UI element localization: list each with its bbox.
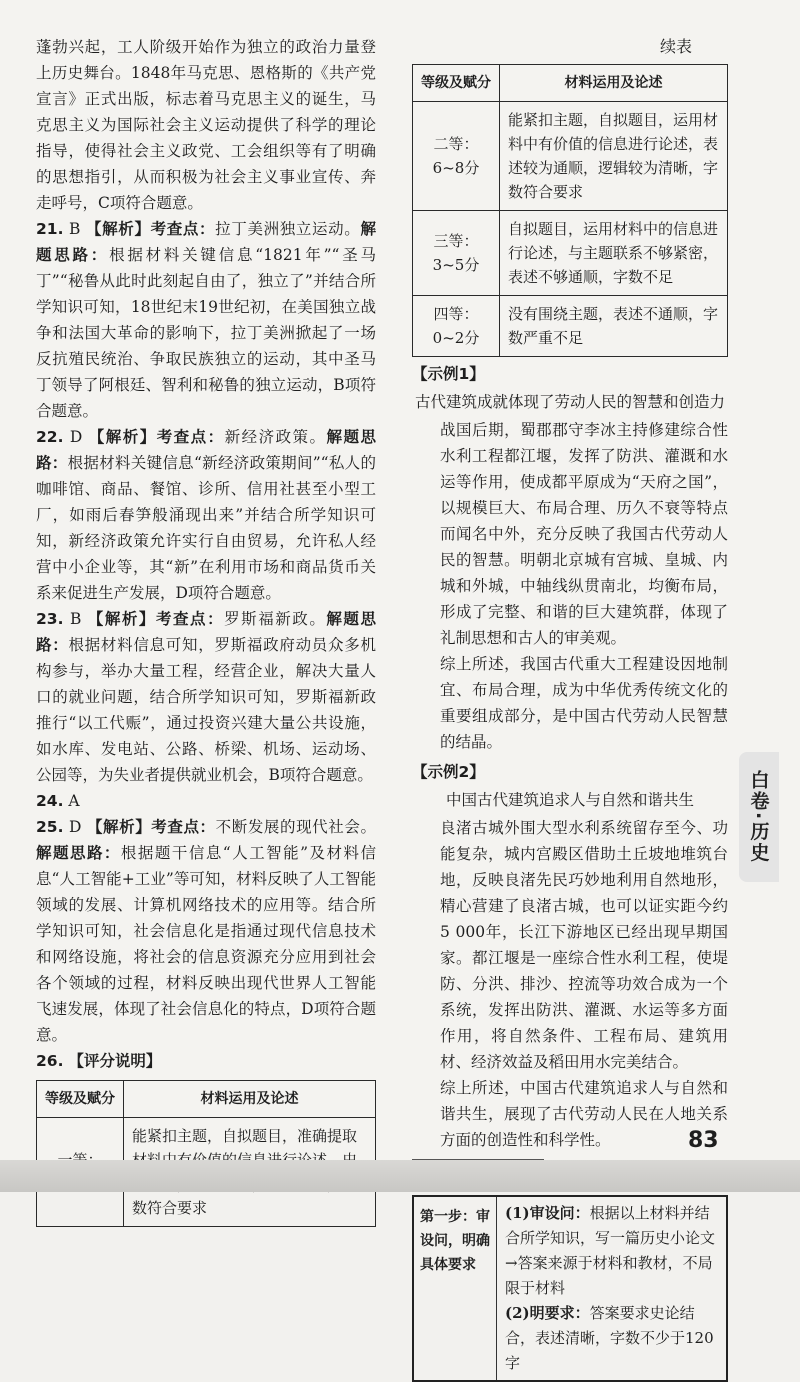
silu-label: 解题思路： (36, 219, 376, 264)
answer: D (68, 818, 82, 836)
answer: B (69, 220, 81, 238)
criteria-cell: 能紧扣主题，自拟题目，运用材料中有价值的信息进行论述，表述较为通顺，逻辑较为清晰，字数符合要求 (500, 102, 728, 211)
step-1-label: (1)审设问： (505, 1204, 590, 1222)
level-cell (413, 211, 500, 296)
header-level: 等级及赋分 (413, 65, 500, 102)
explanation: 根据材料信息可知，罗斯福政府动员众多机构参与，举办大量工程，经营企业，解决大量人口的就业问题，结合所学知识可知，罗斯福新政推行“以工代赈”，通过投资兴建大量公共设施，如水库、发电站、公路、桥梁、机场、运动场、公园等，为失业者提供就业机会，B项符合题意。 (36, 636, 376, 784)
explanation: 根据材料关键信息“1821年”“圣马丁”“秘鲁从此时此刻起自由了，独立了”并结合所学知识可知，18世纪末19世纪初，在美国独立战争和法国大革命的影响下，拉丁美洲掀起了一场反抗殖民统治、争取民族独立的运动，其中圣马丁领导了阿根廷、智利和秘鲁的独立运动，B项符合题意。 (36, 246, 376, 420)
score-range: 3~5分 (432, 256, 480, 274)
scoring-tag: 【评分说明】 (68, 1052, 162, 1070)
kaodian-label: 考查点： (155, 609, 225, 628)
level-cell (413, 296, 500, 357)
answer: A (68, 792, 80, 810)
example-1-title: 古代建筑成就体现了劳动人民的智慧和创造力 (414, 393, 725, 411)
scoring-table (36, 1080, 376, 1227)
question-22 (36, 424, 376, 606)
kaodian: 不断发展的现代社会。 (215, 818, 376, 836)
silu-label: 解题思路： (36, 427, 376, 472)
scoring-table-continued (412, 64, 728, 357)
criteria-cell: 没有围绕主题，表述不通顺，字数严重不足 (500, 296, 728, 357)
table-row (413, 211, 728, 296)
question-number: 22. (36, 428, 64, 446)
level-label: 二等： (433, 135, 479, 153)
question-24 (36, 788, 376, 814)
table-row (413, 102, 728, 211)
explanation: 根据材料关键信息“新经济政策期间”“私人的咖啡馆、商品、餐馆、诊所、信用社甚至小型工厂，如雨后春笋般涌现出来”并结合所学知识可知，新经济政策允许实行自由贸易，允许私人经营中小企业等，其“新”在利用市场和商品货币关系来促进生产发展，D项符合题意。 (36, 454, 376, 602)
step-1-text: 根据以上材料并结合所学知识，写一篇历史小论文→答案来源于材料和教材，不局限于材料 (505, 1204, 716, 1297)
page-number: 83 (688, 1128, 719, 1153)
header-criteria: 材料运用及论述 (500, 65, 728, 102)
criteria-cell: 自拟题目，运用材料中的信息进行论述，与主题联系不够紧密，表述不够通顺，字数不足 (500, 211, 728, 296)
left-column (36, 34, 376, 1227)
example-2-title: 中国古代建筑追求人与自然和谐共生 (445, 791, 694, 809)
kaodian: 罗斯福新政。 (224, 610, 327, 628)
question-21 (36, 216, 376, 424)
question-23 (36, 606, 376, 788)
table-row (413, 296, 728, 357)
example-2-tag: 【示例2】 (412, 763, 485, 781)
question-number: 21. (36, 220, 64, 238)
explanation: 根据题干信息“人工智能”及材料信息“人工智能+工业”等可知，材料反映了人工智能领域的发展、计算机网络技术的应用等。结合所学知识可知，社会信息化是指通过现代信息技术和网络设施，将社会的信息资源充分应用到社会各个领域的过程，材料反映出现代世界人工智能飞速发展，体现了社会信息化的特点，D项符合题意。 (36, 844, 376, 1044)
step-content (497, 1197, 726, 1380)
example-2-paragraph-1: 良渚古城外围大型水利系统留存至今、功能复杂，城内宫殿区借助土丘坡地堆筑台地，反映良渚先民巧妙地利用自然地形，精心营建了良渚古城，也可以证实距今约5 000年，长江下游地区已经出现早期国家。都江堰是一座综合性水利工程，使堤防、分洪、排沙、控流等功效合成为一个系统，发挥出防洪、灌溉、水运等多方面作用，将自然条件、工程布局、建筑用材、经济效益及稻田用水完美结合。 (440, 819, 728, 1071)
level-label: 四等： (433, 305, 479, 323)
question-number: 26. (36, 1052, 64, 1070)
step-label: 第一步：审设问，明确具体要求 (414, 1197, 497, 1380)
step-2-label: (2)明要求： (505, 1304, 590, 1322)
example-1-paragraph-1: 战国后期，蜀郡郡守李冰主持修建综合性水利工程都江堰，发挥了防洪、灌溉和水运等作用，使成都平原成为“天府之国”，以规模巨大、布局合理、历久不衰等特点而闻名中外，充分反映了我国古代劳动人民的智慧。明朝北京城有宫城、皇城、内城和外城，中轴线纵贯南北，均衡布局，形成了完整、和谐的巨大建筑群，体现了礼制思想和古人的审美观。 (440, 421, 728, 647)
answer: B (69, 610, 82, 628)
analysis-tag: 【解析】 (86, 818, 152, 836)
continued-label: 续表 (659, 37, 692, 56)
score-range: 6~8分 (432, 159, 480, 177)
step-2-text: 答案要求史论结合，表述清晰，字数不少于120字 (505, 1304, 714, 1372)
question-26 (36, 1048, 376, 1074)
header-level: 等级及赋分 (37, 1081, 124, 1118)
header-criteria: 材料运用及论述 (124, 1081, 376, 1118)
question-number: 23. (36, 610, 64, 628)
silu-label: 解题思路： (36, 609, 376, 654)
answer: D (69, 428, 83, 446)
kaodian: 新经济政策。 (224, 428, 327, 446)
subject-label: 白卷·历史 (747, 770, 770, 864)
kaodian-label: 考查点： (156, 427, 225, 446)
example-1-paragraph-2: 综上所述，我国古代重大工程建设因地制宜、布局合理，成为中华优秀传统文化的重要组成部分，是中国古代劳动人民智慧的结晶。 (440, 655, 728, 751)
analysis-tag: 【解析】 (88, 428, 157, 446)
example-1-tag: 【示例1】 (412, 365, 485, 383)
kaodian: 拉丁美洲独立运动。 (215, 220, 361, 238)
kaodian-label: 考查点： (150, 219, 216, 238)
intro-paragraph: 蓬勃兴起，工人阶级开始作为独立的政治力量登上历史舞台。1848年马克思、恩格斯的《共产党宣言》正式出版，标志着马克思主义的诞生，马克思主义为国际社会主义运动提供了科学的理论指导，使得社会主义政党、工会组织等有了明确的思想指引，从而积极为社会主义事业宣传、奔走呼号，C项符合题意。 (36, 38, 376, 212)
page-edge-shadow (0, 1160, 800, 1192)
example-2-paragraph-2: 综上所述，中国古代建筑追求人与自然和谐共生，展现了古代劳动人民在人地关系方面的创造性和科学性。 (440, 1079, 728, 1149)
question-25 (36, 814, 376, 1048)
level-label: 三等： (433, 232, 479, 250)
criteria-cell: 能紧扣主题，自拟题目，准确提取 数符合要求 (124, 1118, 376, 1227)
subject-side-tab (739, 752, 779, 882)
question-number: 25. (36, 818, 64, 836)
table-header-row (413, 65, 728, 102)
guide-box (412, 1195, 728, 1382)
question-number: 24. (36, 792, 64, 810)
silu-label: 解题思路： (36, 843, 121, 862)
table-header-row (37, 1081, 376, 1118)
analysis-tag: 【解析】 (86, 220, 151, 238)
analysis-tag: 【解析】 (87, 610, 156, 628)
kaodian-label: 考查点： (151, 817, 216, 836)
level-cell (413, 102, 500, 211)
score-range: 0~2分 (432, 329, 480, 347)
